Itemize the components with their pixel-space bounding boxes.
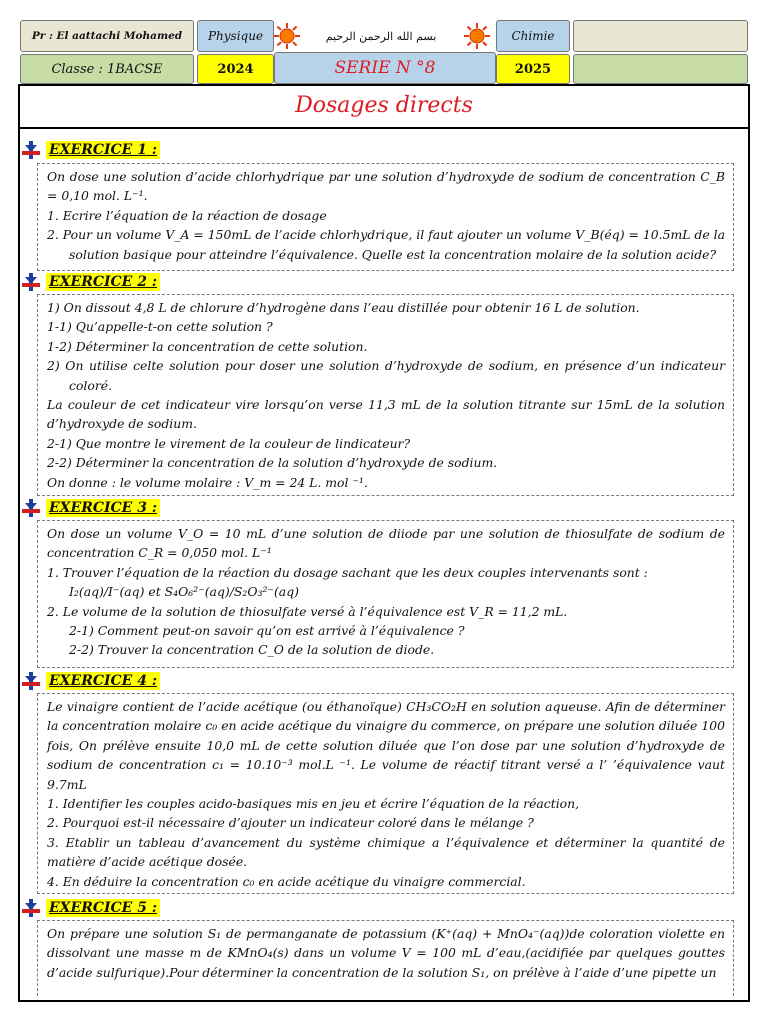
arrow-bullet-icon [22,273,40,291]
exercise-1-line: 1. Ecrire l’équation de la réaction de dosage [47,207,327,223]
exercise-3-line: 2-1) Comment peut-on savoir qu’on est arrivé à l’équivalence ? [69,623,465,639]
exercise-1-line: 2. Pour un volume V_A = 150mL de l’acide chlorhydrique, il faut ajouter un volume V_B(éq) = 10.5mL de la solution basique pour atteindre l’équivalence. Quelle est la concentration molaire de la solution acide? [47,227,725,262]
exercise-1-box [37,163,734,271]
exercise-2-heading [22,273,160,291]
exercise-5-box [37,920,734,996]
header-blank-cell-2 [573,54,748,84]
sun-icon [464,23,490,49]
classe-cell [20,54,194,84]
chimie-cell [496,20,570,52]
exercise-5-label: EXERCICE 5 : [46,899,160,917]
serie-cell [274,52,496,84]
exercise-4-line: Le vinaigre contient de l’acide acétique (ou éthanoïque) CH₃CO₂H en solution aqueuse. Afin de déterminer la concentration molaire c₀ en acide acétique du vinaigre du commerce, on prépare une solution diluée 100 fois, On prélève ensuite 10,0 mL de cette solution diluée que l’on dose par une solution d’hydroxyde de sodium de concentration c₁ = 10.10⁻³ mol.L ⁻¹. Le volume de réactif titrant versé a l’ ’équivalence vaut 9.7mL [47,699,725,792]
arrow-bullet-icon [22,499,40,517]
exercise-4-label: EXERCICE 4 : [46,672,160,690]
teacher-name: Pr : El aattachi Mohamed [31,30,183,42]
exercise-2-line: 2-1) Que montre le virement de la couleur de lindicateur? [47,435,411,451]
bismillah-text: بسم الله الرحمن الرحيم [325,29,437,43]
year-start: 2024 [217,61,254,77]
serie-label: SERIE N °8 [334,58,436,78]
bismillah-cell [300,22,462,50]
exercise-1-label: EXERCICE 1 : [46,141,160,159]
exercise-3-line: 1. Trouver l’équation de la réaction du dosage sachant que les deux couples intervenants sont : [47,564,648,580]
exercise-3-line: I₂(aq)/I⁻(aq) et S₄O₆²⁻(aq)/S₂O₃²⁻(aq) [69,584,299,600]
exercise-3-line: On dose un volume V_O = 10 mL d’une solution de diiode par une solution de thiosulfate de sodium de concentration C_R = 0,050 mol. L⁻¹ [47,526,725,561]
exercise-5-heading [22,899,160,917]
page-title: Dosages directs [295,93,473,118]
classe-label: Classe : 1BACSE [51,61,163,77]
exercise-4-line: 2. Pourquoi est-il nécessaire d’ajouter un indicateur coloré dans le mélange ? [47,815,534,831]
exercise-4-line: 4. En déduire la concentration c₀ en acide acétique du vinaigre commercial. [47,873,526,889]
exercise-2-box [37,294,734,496]
teacher-cell [20,20,194,52]
exercise-2-line: La couleur de cet indicateur vire lorsqu’on verse 11,3 mL de la solution titrante sur 15mL de la solution d’hydroxyde de sodium. [47,397,725,432]
exercise-3-label: EXERCICE 3 : [46,499,160,517]
title-bar [18,84,750,129]
exercise-4-line: 3. Etablir un tableau d’avancement du système chimique a l’équivalence et déterminer la quantité de matière d’acide acétique dosée. [47,834,725,870]
physique-cell [197,20,274,52]
exercise-4-heading [22,672,160,690]
year-start-cell [197,54,274,84]
exercise-5-line: On prépare une solution S₁ de permanganate de potassium (K⁺(aq) + MnO₄⁻(aq))de coloration violette en dissolvant une masse m de KMnO₄(s) dans un volume V = 100 mL d’eau,(acidifiée par quelques gouttes d’acide sulfurique).Pour déterminer la concentration de la solution S₁, on prélève à l’aide d’une pipette un [47,926,725,980]
arrow-bullet-icon [22,899,40,917]
arrow-bullet-icon [22,672,40,690]
chimie-label: Chimie [511,29,555,43]
header-blank-cell [573,20,748,52]
exercise-3-heading [22,499,160,517]
exercise-2-line: 1) On dissout 4,8 L de chlorure d’hydrogène dans l’eau distillée pour obtenir 16 L de solution. [47,300,640,315]
exercise-3-line: 2. Le volume de la solution de thiosulfate versé à l’équivalence est V_R = 11,2 mL. [47,603,568,619]
exercise-1-heading [22,141,160,159]
physique-label: Physique [207,29,264,43]
exercise-4-line: 1. Identifier les couples acido-basiques mis en jeu et écrire l’équation de la réaction, [47,796,580,812]
exercise-2-line: 1-1) Qu’appelle-t-on cette solution ? [47,319,273,335]
year-end: 2025 [514,61,552,77]
year-end-cell [496,54,570,84]
exercise-2-line: 2) On utilise celte solution pour doser une solution d’hydroxyde de sodium, en présence d’un indicateur coloré. [47,358,725,393]
exercise-2-line: On donne : le volume molaire : V_m = 24 L. mol ⁻¹. [47,474,368,490]
arrow-bullet-icon [22,141,40,159]
exercise-4-box [37,693,734,894]
exercise-2-label: EXERCICE 2 : [46,273,160,291]
exercise-2-line: 2-2) Déterminer la concentration de la solution d’hydroxyde de sodium. [47,455,498,471]
sun-icon [274,23,300,49]
exercise-3-line: 2-2) Trouver la concentration C_O de la solution de diode. [69,642,435,658]
exercise-1-line: On dose une solution d’acide chlorhydrique par une solution d’hydroxyde de sodium de concentration C_B = 0,10 mol. L⁻¹. [47,169,725,204]
exercise-2-line: 1-2) Déterminer la concentration de cette solution. [47,338,368,354]
exercise-3-box [37,520,734,668]
